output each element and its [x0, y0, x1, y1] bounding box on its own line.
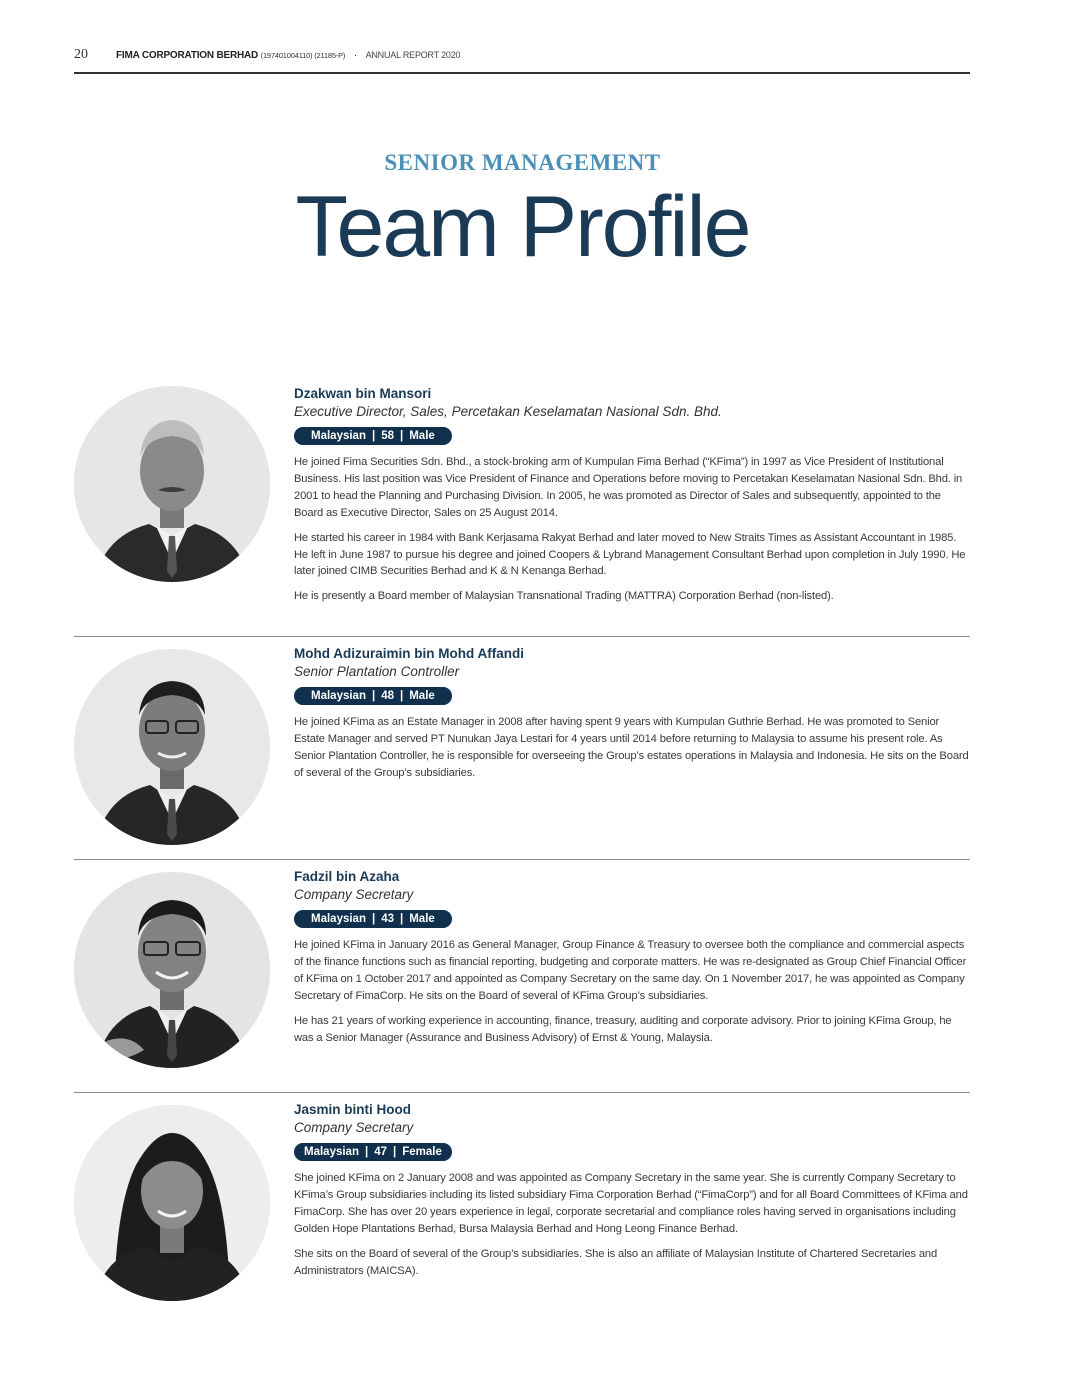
profile-badge: Malaysian | 47 | Female: [294, 1143, 452, 1161]
page-number: 20: [74, 47, 88, 62]
portrait-photo: [74, 872, 270, 1068]
portrait-photo: [74, 1105, 270, 1301]
section-kicker: SENIOR MANAGEMENT: [384, 150, 661, 175]
header-divider: [74, 72, 970, 74]
profile-paragraph: He started his career in 1984 with Bank Kerjasama Rakyat Berhad and later moved to New Straits Times as Assistant Accountant in 1985. He left in June 1987 to pursue his degree and joined Coopers & Lybrand Management Consultant Berhad upon completion in July 1990. He later joined CIMB Securities Berhad and K & N Kenanga Berhad.: [294, 531, 966, 578]
badge-age: 58: [381, 430, 394, 442]
badge-gender: Female: [402, 1146, 442, 1158]
profile-role: Company Secretary: [294, 1120, 414, 1135]
badge-nationality: Malaysian: [304, 1146, 359, 1158]
profile-paragraph: He joined KFima as an Estate Manager in 2008 after having spent 9 years with Kumpulan Guthrie Berhad. He was promoted to Senior Estate Manager and served PT Nunukan Jaya Lestari for 4 years until 2014 before returning to Malaysia to assume his present role. As Senior Plantation Controller, he is responsible for overseeing the Group’s estates operations in Malaysia and Indonesia. He sits on the Board of several of the Group’s subsidiaries.: [294, 716, 969, 779]
profile-paragraph: He is presently a Board member of Malaysian Transnational Trading (MATTRA) Corporation Berhad (non-listed).: [294, 590, 834, 603]
profile-role: Senior Plantation Controller: [294, 664, 460, 679]
badge-age: 43: [381, 913, 394, 925]
header-separator: ·: [353, 50, 357, 61]
portrait-photo: [74, 386, 270, 582]
badge-nationality: Malaysian: [311, 430, 366, 442]
profile-divider: [74, 636, 970, 637]
badge-gender: Male: [409, 913, 435, 925]
profile-paragraph: She joined KFima on 2 January 2008 and was appointed as Company Secretary in the same year. She is currently Company Secretary to KFima’s Group subsidiaries including its listed subsidiary Fima Corporation Berhad (“FimaCorp”) and for all Board Committees of KFima and FimaCorp. She has over 20 years experience in legal, corporate secretarial and compliance roles having served in organisations including Golden Hope Plantations Berhad, Bursa Malaysia Berhad and Hong Leong Finance Berhad.: [294, 1172, 968, 1235]
profile-name: Jasmin binti Hood: [294, 1102, 412, 1117]
profile-divider: [74, 859, 970, 860]
profile-name: Mohd Adizuraimin bin Mohd Affandi: [294, 646, 524, 661]
profile-badge: Malaysian | 43 | Male: [294, 910, 452, 928]
badge-age: 48: [381, 690, 394, 702]
header-company: [116, 50, 460, 61]
profile-badge: Malaysian | 48 | Male: [294, 687, 452, 705]
profile-name: Fadzil bin Azaha: [294, 869, 400, 884]
badge-nationality: Malaysian: [311, 690, 366, 702]
profile-paragraph: He joined Fima Securities Sdn. Bhd., a stock-broking arm of Kumpulan Fima Berhad (“KFima”) in 1997 as Vice President of Institutional Business. His last position was Vice President of Finance and Operations before moving to Percetakan Keselamatan Nasional Sdn. Bhd. in 2001 to head the Planning and Purchasing Division. In 2005, he was promoted as Director of Sales and subsequently, appointed to the Board as Executive Director, Sales on 25 August 2014.: [294, 456, 963, 519]
badge-nationality: Malaysian: [311, 913, 366, 925]
badge-gender: Male: [409, 430, 435, 442]
profile-role: Company Secretary: [294, 887, 414, 902]
profile-badge: Malaysian | 58 | Male: [294, 427, 452, 445]
profile-divider: [74, 1092, 970, 1093]
page-header: [74, 47, 970, 67]
profile-paragraph: He joined KFima in January 2016 as General Manager, Group Finance & Treasury to oversee both the compliance and commercial aspects of the finance functions such as financial reporting, budgeting and corporate matters. He was re-designated as Group Chief Financial Officer of KFima on 1 October 2017 and appointed as Company Secretary on the same day. On 1 November 2017, he was appointed as Company Secretary of FimaCorp. He sits on the Board of several of KFima Group’s subsidiaries.: [294, 939, 967, 1002]
report-name: ANNUAL REPORT 2020: [365, 50, 461, 60]
badge-age: 47: [374, 1146, 387, 1158]
profile-role: Executive Director, Sales, Percetakan Keselamatan Nasional Sdn. Bhd.: [294, 404, 722, 419]
badge-gender: Male: [409, 690, 435, 702]
profile-name: Dzakwan bin Mansori: [294, 386, 432, 401]
profile-paragraph: He has 21 years of working experience in accounting, finance, treasury, auditing and corporate advisory. Prior to joining KFima Group, he was a Senior Manager (Assurance and Business Advisory) of Ernst & Young, Malaysia.: [294, 1014, 952, 1044]
portrait-photo: [74, 649, 270, 845]
company-registration: (197401004110) (21185-P): [260, 51, 346, 60]
company-name: FIMA CORPORATION BERHAD: [116, 50, 259, 61]
profile-paragraph: She sits on the Board of several of the Group’s subsidiaries. She is also an affiliate of Malaysian Institute of Chartered Secretaries and Administrators (MAICSA).: [294, 1247, 938, 1277]
page-title: Team Profile: [295, 179, 750, 275]
